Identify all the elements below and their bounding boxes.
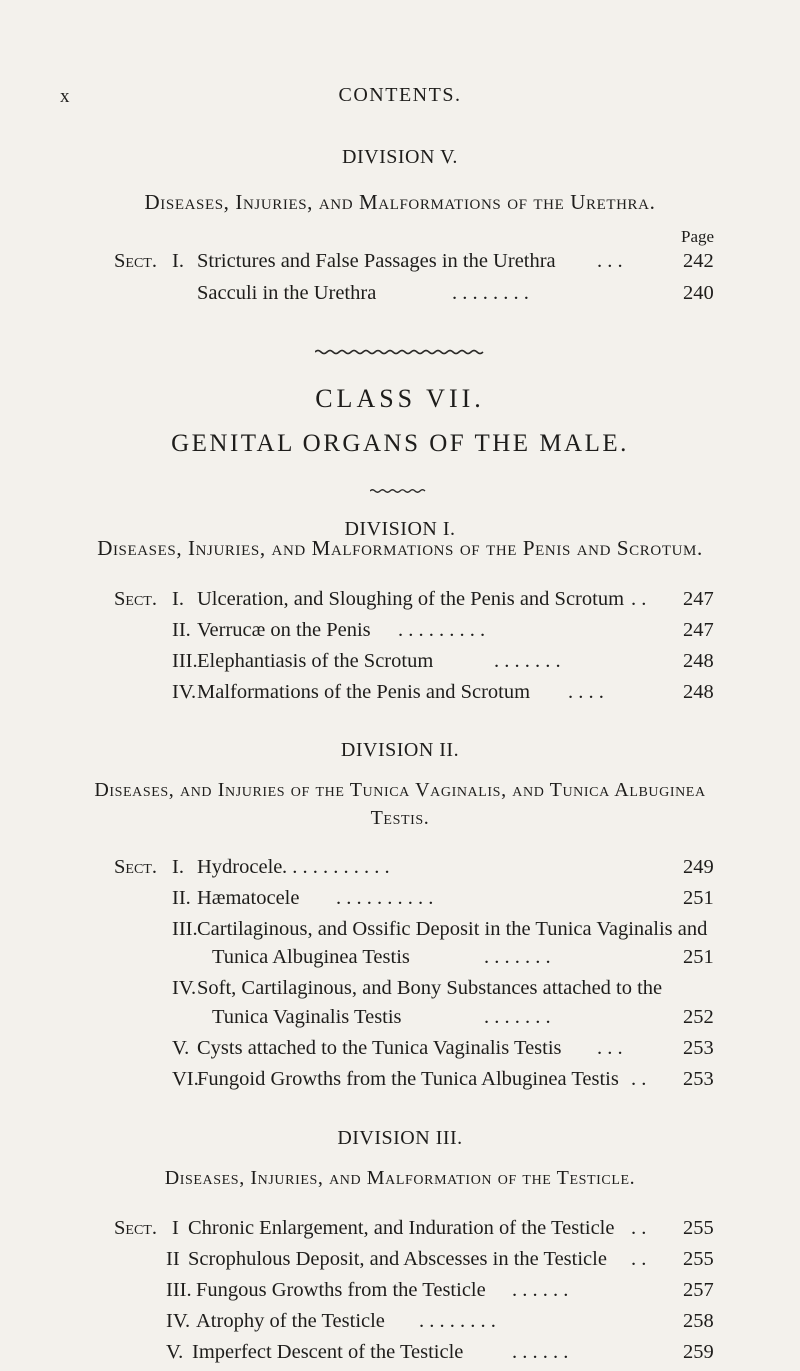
division-iii-subheading: Diseases, Injuries, and Malformation of the Testicle. xyxy=(164,1167,636,1189)
entry-number: V. xyxy=(166,1341,184,1363)
entry-page: 252 xyxy=(683,1006,714,1028)
entry-title: Atrophy of the Testicle xyxy=(196,1310,385,1332)
class-subtitle: GENITAL ORGANS OF THE MALE. xyxy=(171,430,629,457)
entry-title: Soft, Cartilaginous, and Bony Substances attached to the xyxy=(197,977,663,999)
entry-number: VI. xyxy=(172,1068,199,1090)
leader-dots: . . . . xyxy=(568,681,604,703)
leader-dots: . . xyxy=(631,1248,647,1270)
sect-label: Sect. xyxy=(114,250,157,272)
leader-dots: . . xyxy=(631,1217,647,1239)
leader-dots: . . . xyxy=(597,250,623,272)
entry-title: Fungoid Growths from the Tunica Albuginea Testis xyxy=(197,1068,619,1090)
entry-page: 253 xyxy=(683,1068,714,1090)
entry-title: Ulceration, and Sloughing of the Penis and Scrotum xyxy=(197,588,625,610)
entry-page: 251 xyxy=(683,946,714,968)
leader-dots: . . . . . . . xyxy=(484,946,551,968)
entry-title: Sacculi in the Urethra xyxy=(197,282,377,304)
division-iii-heading: DIVISION III. xyxy=(337,1127,463,1149)
division-ii-heading: DIVISION II. xyxy=(340,739,460,761)
entry-page: 248 xyxy=(683,681,714,703)
entry-number: II. xyxy=(172,619,191,641)
entry-page: 258 xyxy=(683,1310,714,1332)
entry-number: I. xyxy=(172,856,184,878)
entry-title: Imperfect Descent of the Testicle xyxy=(192,1341,464,1363)
entry-number: I xyxy=(172,1217,179,1239)
leader-dots: . . . . . . xyxy=(512,1341,569,1363)
leader-dots: . . xyxy=(631,588,647,610)
leader-dots: . . xyxy=(631,1068,647,1090)
division-ii-subheading-cont: Testis. xyxy=(370,807,430,829)
leader-dots: . . . . . . . . xyxy=(419,1310,496,1332)
entry-title: Fungous Growths from the Testicle xyxy=(196,1279,486,1301)
leader-dots: . . . . . . . xyxy=(494,650,561,672)
entry-page: 255 xyxy=(683,1217,714,1239)
entry-title: Hydrocele xyxy=(197,856,283,878)
entry-page: 242 xyxy=(683,250,714,272)
ornamental-rule xyxy=(315,348,487,356)
leader-dots: . . . . . . . . xyxy=(452,282,529,304)
leader-dots: . . . . . . . . . . . xyxy=(282,856,390,878)
entry-title: Malformations of the Penis and Scrotum xyxy=(197,681,531,703)
entry-page: 255 xyxy=(683,1248,714,1270)
entry-page: 248 xyxy=(683,650,714,672)
entry-title: Cysts attached to the Tunica Vaginalis Testis xyxy=(197,1037,562,1059)
division-i-heading: DIVISION I. xyxy=(344,518,456,540)
entry-number: I. xyxy=(172,588,184,610)
entry-title: Scrophulous Deposit, and Abscesses in the Testicle xyxy=(188,1248,607,1270)
entry-page: 240 xyxy=(683,282,714,304)
entry-page: 251 xyxy=(683,887,714,909)
division-v-heading: DIVISION V. xyxy=(342,146,458,168)
entry-title: Hæmatocele xyxy=(197,887,300,909)
entry-number: IV. xyxy=(172,977,197,999)
leader-dots: . . . xyxy=(597,1037,623,1059)
division-i-subheading: Diseases, Injuries, and Malformations of the Penis and Scrotum. xyxy=(97,536,703,560)
entry-page: 249 xyxy=(683,856,714,878)
entry-number: III. xyxy=(172,650,198,672)
leader-dots: . . . . . . . . . xyxy=(398,619,486,641)
division-v-subheading: Diseases, Injuries, and Malformations of the Urethra. xyxy=(144,190,656,214)
entry-number: II xyxy=(166,1248,180,1270)
entry-number: III. xyxy=(166,1279,192,1301)
leader-dots: . . . . . . . . . . xyxy=(336,887,434,909)
page-column-label: Page xyxy=(681,227,715,246)
entry-page: 247 xyxy=(683,588,714,610)
entry-title: Cartilaginous, and Ossific Deposit in the Tunica Vaginalis and xyxy=(197,918,708,940)
entry-number: V. xyxy=(172,1037,190,1059)
entry-title: Chronic Enlargement, and Induration of the Testicle xyxy=(188,1217,615,1239)
entry-title-cont: Tunica Albuginea Testis xyxy=(212,946,410,968)
running-title: CONTENTS. xyxy=(338,84,462,106)
entry-title: Elephantiasis of the Scrotum xyxy=(197,650,434,672)
entry-page: 253 xyxy=(683,1037,714,1059)
class-title: CLASS VII. xyxy=(315,384,485,413)
entry-number: IV. xyxy=(166,1310,191,1332)
entry-number: III. xyxy=(172,918,198,940)
sect-label: Sect. xyxy=(114,856,157,878)
leader-dots: . . . . . . . xyxy=(484,1006,551,1028)
ornamental-rule xyxy=(370,488,430,494)
entry-title: Verrucæ on the Penis xyxy=(197,619,371,641)
page-folio: x xyxy=(60,86,71,107)
sect-label: Sect. xyxy=(114,588,157,610)
entry-page: 259 xyxy=(683,1341,714,1363)
sect-label: Sect. xyxy=(114,1217,157,1239)
division-ii-subheading: Diseases, and Injuries of the Tunica Vaginalis, and Tunica Albuginea xyxy=(94,779,706,801)
entry-number: II. xyxy=(172,887,191,909)
entry-page: 257 xyxy=(683,1279,714,1301)
leader-dots: . . . . . . xyxy=(512,1279,569,1301)
entry-title-cont: Tunica Vaginalis Testis xyxy=(212,1006,402,1028)
entry-title: Strictures and False Passages in the Urethra xyxy=(197,250,556,272)
entry-number: I. xyxy=(172,250,184,272)
entry-page: 247 xyxy=(683,619,714,641)
entry-number: IV. xyxy=(172,681,197,703)
